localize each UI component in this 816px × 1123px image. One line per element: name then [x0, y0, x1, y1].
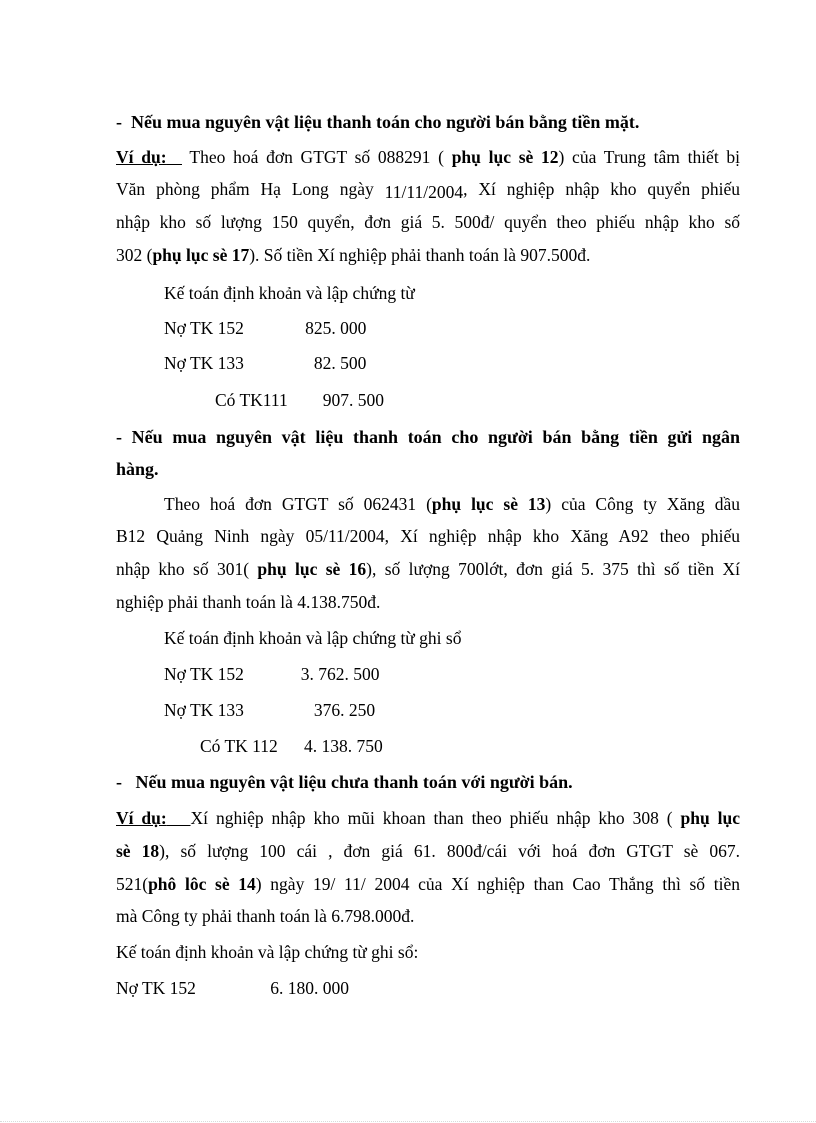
section3-text: Xí nghiệp nhập kho mũi khoan than theo phiếu nhập kho 308 ( [190, 808, 681, 828]
section2-paragraph-line-1 [164, 492, 740, 516]
section3-example-gap [167, 808, 191, 828]
section1-entry-title: Kế toán định khoản và lập chứng từ [164, 283, 415, 303]
section1-text: ). Số tiền Xí nghiệp phải thanh toán là 907.500đ. [249, 245, 591, 265]
section2-text: ), số lượng 700lớt, đơn giá 5. 375 thì số tiền Xí [366, 559, 741, 579]
section3-paragraph-line-2 [116, 839, 740, 863]
section1-heading: - Nếu mua nguyên vật liệu thanh toán cho người bán bằng tiền mặt. [116, 112, 640, 132]
section1-entry-debit-133: Nợ TK 133 82. 500 [164, 353, 367, 373]
section1-entry-debit-152: Nợ TK 152 825. 000 [164, 318, 367, 338]
section1-text: Theo hoá đơn GTGT số 088291 ( [189, 147, 452, 167]
section3-appendix-ref-14: phô lôc sè 14 [148, 874, 256, 894]
section1-paragraph-line-3: nhập kho số lượng 150 quyển, đơn giá 5. 500đ/ quyển theo phiếu nhập kho số [116, 212, 740, 232]
section3-text: ), số lượng 100 cái , đơn giá 61. 800đ/cái với hoá đơn GTGT sè 067. [159, 841, 740, 861]
section2-appendix-ref-13: phụ lục sè 13 [431, 494, 546, 514]
section2-entry-title: Kế toán định khoản và lập chứng từ ghi sổ [164, 628, 462, 648]
section3-entry-debit-152: Nợ TK 152 6. 180. 000 [116, 978, 350, 998]
section2-heading-line-2: hàng. [116, 459, 159, 479]
section3-text: 521( [116, 874, 149, 894]
section2-text: nhập kho số 301( [116, 559, 258, 579]
section3-appendix-ref-18b: sè 18 [116, 841, 160, 861]
section2-paragraph-line-4: nghiệp phải thanh toán là 4.138.750đ. [116, 592, 381, 612]
page-bottom-divider [0, 1121, 816, 1122]
section2-entry-debit-133: Nợ TK 133 376. 250 [164, 700, 376, 720]
section3-text: ) ngày 19/ 11/ 2004 của Xí nghiệp than Cao Thắng thì số tiền [255, 874, 740, 894]
section1-example-label: Ví dụ: [116, 147, 167, 167]
section3-paragraph-line-3 [116, 872, 740, 896]
section2-paragraph-line-3 [116, 557, 740, 581]
section3-heading: - Nếu mua nguyên vật liệu chưa thanh toán với người bán. [116, 772, 573, 792]
section1-text: ) của Trung tâm thiết bị [558, 147, 741, 167]
section1-text: , Xí nghiệp nhập kho quyển phiếu [463, 179, 740, 199]
section3-appendix-ref-18a: phụ lục [680, 808, 741, 828]
section2-paragraph-line-2: B12 Quảng Ninh ngày 05/11/2004, Xí nghiệp nhập kho Xăng A92 theo phiếu [116, 526, 740, 546]
section2-heading-line-1: - Nếu mua nguyên vật liệu thanh toán cho người bán bằng tiền gửi ngân [116, 427, 740, 447]
section1-invoice-date: 11/11/2004 [384, 182, 464, 202]
section2-entry-credit-112: Có TK 112 4. 138. 750 [200, 736, 383, 756]
section2-appendix-ref-16: phụ lục sè 16 [257, 559, 367, 579]
section3-paragraph-line-1 [116, 806, 740, 830]
section1-paragraph-line-4 [116, 243, 590, 267]
section2-text: Theo hoá đơn GTGT số 062431 ( [164, 494, 432, 514]
section1-appendix-ref-17: phụ lục sè 17 [152, 245, 250, 265]
section3-paragraph-line-4: mà Công ty phải thanh toán là 6.798.000đ. [116, 906, 415, 926]
section1-text: 302 ( [116, 245, 153, 265]
section1-paragraph-line-2 [116, 177, 740, 201]
section1-text: Văn phòng phẩm Hạ Long ngày [116, 179, 385, 199]
section2-text: ) của Công ty Xăng dầu [545, 494, 740, 514]
section3-entry-title: Kế toán định khoản và lập chứng từ ghi sổ: [116, 942, 419, 962]
section1-appendix-ref-12: phụ lục sè 12 [451, 147, 559, 167]
section1-entry-credit-111: Có TK111 907. 500 [215, 390, 385, 410]
section3-example-label: Ví dụ: [116, 808, 167, 828]
section1-paragraph-line-1 [116, 145, 740, 169]
section1-example-gap [167, 147, 182, 167]
section2-entry-debit-152: Nợ TK 152 3. 762. 500 [164, 664, 380, 684]
